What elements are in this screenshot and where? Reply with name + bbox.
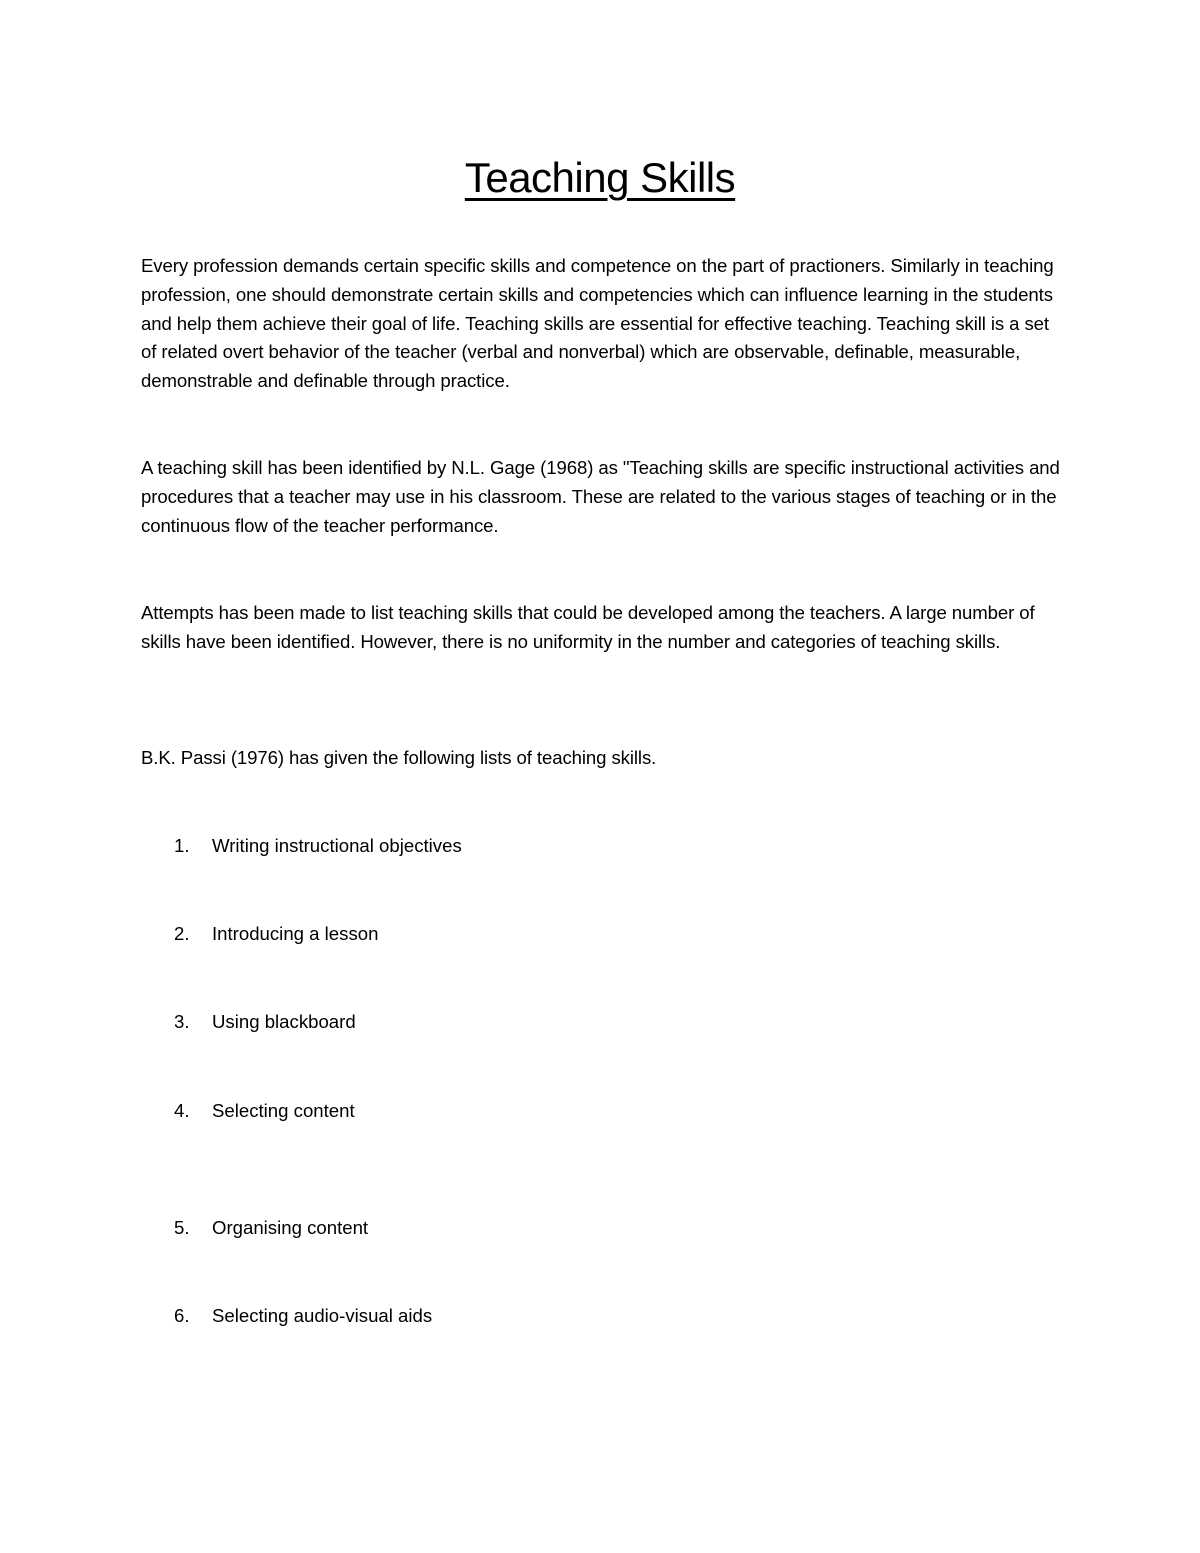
list-item-text: Organising content [212, 1217, 369, 1238]
list-item-number: 5. [174, 1217, 190, 1238]
paragraph-intro: Every profession demands certain specific skills and competence on the part of practioners. Similarly in teaching profession, one should demonstrate certain skills and competencies which can influence learning in the students and help them achieve their goal of life. Teaching skills are essential for effective teaching. Teaching skill is a set of related overt behavior of the teacher (verbal and nonverbal) which are observable, definable, measurable, demonstrable and definable through practice. [141, 255, 1054, 392]
list-item-number: 2. [174, 923, 190, 944]
list-item-number: 1. [174, 835, 190, 856]
page-title: Teaching Skills [464, 154, 736, 201]
list-item [174, 832, 874, 861]
list-item [174, 1302, 874, 1331]
paragraph-gage-definition: A teaching skill has been identified by N.L. Gage (1968) as "Teaching skills are specific instructional activities and procedures that a teacher may use in his classroom. These are related to the various stages of teaching or in the continuous flow of the teacher performance. [141, 457, 1060, 536]
list-item [174, 1214, 874, 1243]
paragraph-attempts: Attempts has been made to list teaching skills that could be developed among the teachers. A large number of skills have been identified. However, there is no uniformity in the number and categories of teaching skills. [141, 602, 1035, 652]
list-item-number: 4. [174, 1100, 190, 1121]
list-item-number: 6. [174, 1305, 190, 1326]
list-item [174, 1008, 874, 1037]
list-item-text: Selecting audio-visual aids [212, 1305, 433, 1326]
list-item-text: Selecting content [212, 1100, 355, 1121]
list-item-text: Using blackboard [212, 1011, 356, 1032]
list-item-number: 3. [174, 1011, 190, 1032]
list-item [174, 920, 874, 949]
paragraph-passi: B.K. Passi (1976) has given the following lists of teaching skills. [141, 747, 657, 768]
list-item [174, 1097, 874, 1126]
list-item-text: Introducing a lesson [212, 923, 379, 944]
list-item-text: Writing instructional objectives [212, 835, 462, 856]
